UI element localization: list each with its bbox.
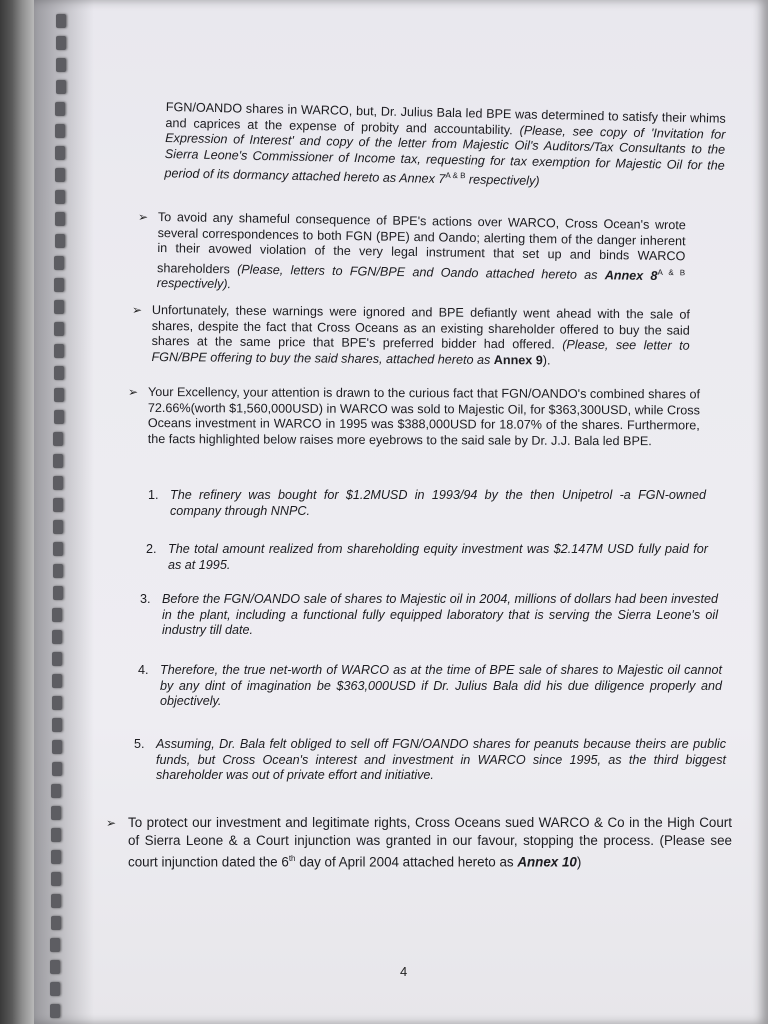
binding-hole [50,982,60,996]
bullet-1-italic-end: respectively). [156,276,232,292]
bullet-arrow-icon: ➢ [138,210,149,224]
final-bullet-sup: th [288,854,296,863]
binding-hole [54,388,64,402]
binding-hole [55,212,65,226]
binding-hole [55,146,65,160]
bullet-2-italic: (Please, see letter to FGN/BPE offering to buy the said shares, attached hereto as [151,337,690,367]
binding-hole [53,432,63,446]
binding-hole [50,938,60,952]
binding-hole [55,234,65,248]
binding-hole [50,960,60,974]
numbered-item-5-number: 5. [134,737,145,751]
bullet-1-sup: A & B [657,267,686,277]
numbered-item-2-number: 2. [146,542,157,556]
binding-hole [51,806,61,820]
bullet-1-annex: Annex 8 [604,267,658,283]
bullet-arrow-icon: ➢ [132,303,143,317]
binding-hole [54,278,64,292]
bullet-arrow-icon: ➢ [106,816,117,830]
bullet-paragraph-2 [151,303,690,370]
final-bullet-text-2: day of April 2004 attached hereto as [295,854,518,870]
numbered-item-1 [148,488,706,519]
binding-hole [51,894,61,908]
numbered-item-4 [138,663,722,710]
binding-hole [51,916,61,930]
bullet-2-end: ). [542,352,551,367]
binding-hole [52,674,62,688]
bullet-paragraph-1 [157,210,686,300]
binding-hole [55,190,65,204]
binding-hole [52,652,62,666]
binding-hole [53,454,63,468]
binding-hole [52,696,62,710]
numbered-item-3 [140,592,718,639]
binding-hole [54,256,64,270]
intro-italic-end: respectively) [465,172,540,189]
numbered-item-3-number: 3. [140,592,151,606]
binding-hole [52,740,62,754]
binding-hole [53,564,63,578]
numbered-item-5 [134,737,726,784]
binding-hole [55,168,65,182]
binding-hole [50,1004,60,1018]
numbered-item-4-number: 4. [138,663,149,677]
binding-hole [53,476,63,490]
numbered-item-5-text: Assuming, Dr. Bala felt obliged to sell off FGN/OANDO shares for peanuts because theirs are public funds, but Cross Ocean's interest and investment in WARCO since 1995, as the third biggest shareholder was out of private effort and initiative. [156,737,726,782]
binding-hole [52,762,62,776]
binding-hole [53,586,63,600]
final-bullet-text: To protect our investment and legitimate rights, Cross Oceans sued WARCO & Co in the High Court of Sierra Leone & a Court injunction was granted in our favour, stopping the process. (Please see court injunction dated the 6 [128,815,732,870]
bullet-1-text: To avoid any shameful consequence of BPE's actions over WARCO, Cross Ocean's wrote several correspondences to both FGN (BPE) and Oando; alerting them of the danger inherent in their avowed violation of the very legal instrument that set up and binds WARCO shareholders [156,210,686,276]
binding-hole [51,872,61,886]
bullet-arrow-icon: ➢ [128,385,139,399]
numbered-item-2-text: The total amount realized from shareholding equity investment was $2.147M USD fully paid for as at 1995. [168,542,708,572]
binding-hole [54,366,64,380]
page-number: 4 [400,964,408,979]
bullet-1-italic: (Please, letters to FGN/BPE and Oando attached hereto as [237,261,605,282]
binding-hole [54,344,64,358]
binding-hole [54,410,64,424]
binding-hole [56,36,66,50]
numbered-item-3-text: Before the FGN/OANDO sale of shares to Majestic oil in 2004, millions of dollars had been invested in the plant, including a functional fully equipped laboratory that is serving the Sierra Leone's oil industry till date. [162,592,718,637]
binding-hole [55,124,65,138]
intro-sup: A & B [445,170,466,181]
final-bullet-annex: Annex 10 [517,854,577,870]
binding-hole [54,300,64,314]
final-bullet-end: ) [576,854,582,870]
binding-hole [51,784,61,798]
intro-text: FGN/OANDO shares in WARCO, but, Dr. Julius Bala led BPE was determined to satisfy their whims and caprices at the expense of probity and accountability. [165,100,726,137]
bullet-2-annex: Annex 9 [493,352,543,367]
bullet-2-text: Unfortunately, these warnings were ignored and BPE defiantly went ahead with the sale of shares, despite the fact that Cross Oceans as an existing shareholder offered to buy the said shares at the same price that BPE's preferred bidder had offered. [151,303,690,352]
binding-hole [53,520,63,534]
intro-italic: (Please, see copy of 'Invitation for Expression of Interest' and copy of the letter from Majestic Oil's Auditors/Tax Consultants to the Sierra Leone's Commissioner of Income tax, requesting for tax exemption for Majestic Oil for the period of its dormancy attached hereto as Annex 7 [164,122,726,187]
numbered-item-1-text: The refinery was bought for $1.2MUSD in 1993/94 by the then Unipetrol -a FGN-owned company through NNPC. [170,488,706,518]
binding-hole [56,80,66,94]
numbered-item-2 [146,542,708,573]
binding-hole [53,542,63,556]
binding-hole [54,322,64,336]
binding-hole [56,14,66,28]
intro-paragraph [164,100,726,193]
binding-hole [55,102,65,116]
bullet-3-text: Your Excellency, your attention is drawn to the curious fact that FGN/OANDO's combined shares of 72.66%(worth $1,560,000USD) in WARCO was sold to Majestic Oil, for $363,300USD, while Cross Oceans investment in WARCO in 1995 was $388,000USD for 18.07% of the shares. Furthermore, the facts highlighted below raises more eyebrows to the said sale by Dr. J.J. Bala led BPE. [147,385,700,448]
final-bullet-paragraph [128,814,732,871]
bullet-paragraph-3 [148,385,700,449]
spiral-binding [50,0,62,1024]
numbered-item-1-number: 1. [148,488,159,502]
binding-hole [56,58,66,72]
binding-hole [52,608,62,622]
binding-hole [52,630,62,644]
numbered-item-4-text: Therefore, the true net-worth of WARCO as at the time of BPE sale of shares to Majestic oil cannot by any dint of imagination be $363,000USD if Dr. Julius Bala did his due diligence properly and objectively. [160,663,722,708]
binding-hole [53,498,63,512]
binding-hole [52,718,62,732]
binding-hole [51,828,61,842]
binding-hole [51,850,61,864]
